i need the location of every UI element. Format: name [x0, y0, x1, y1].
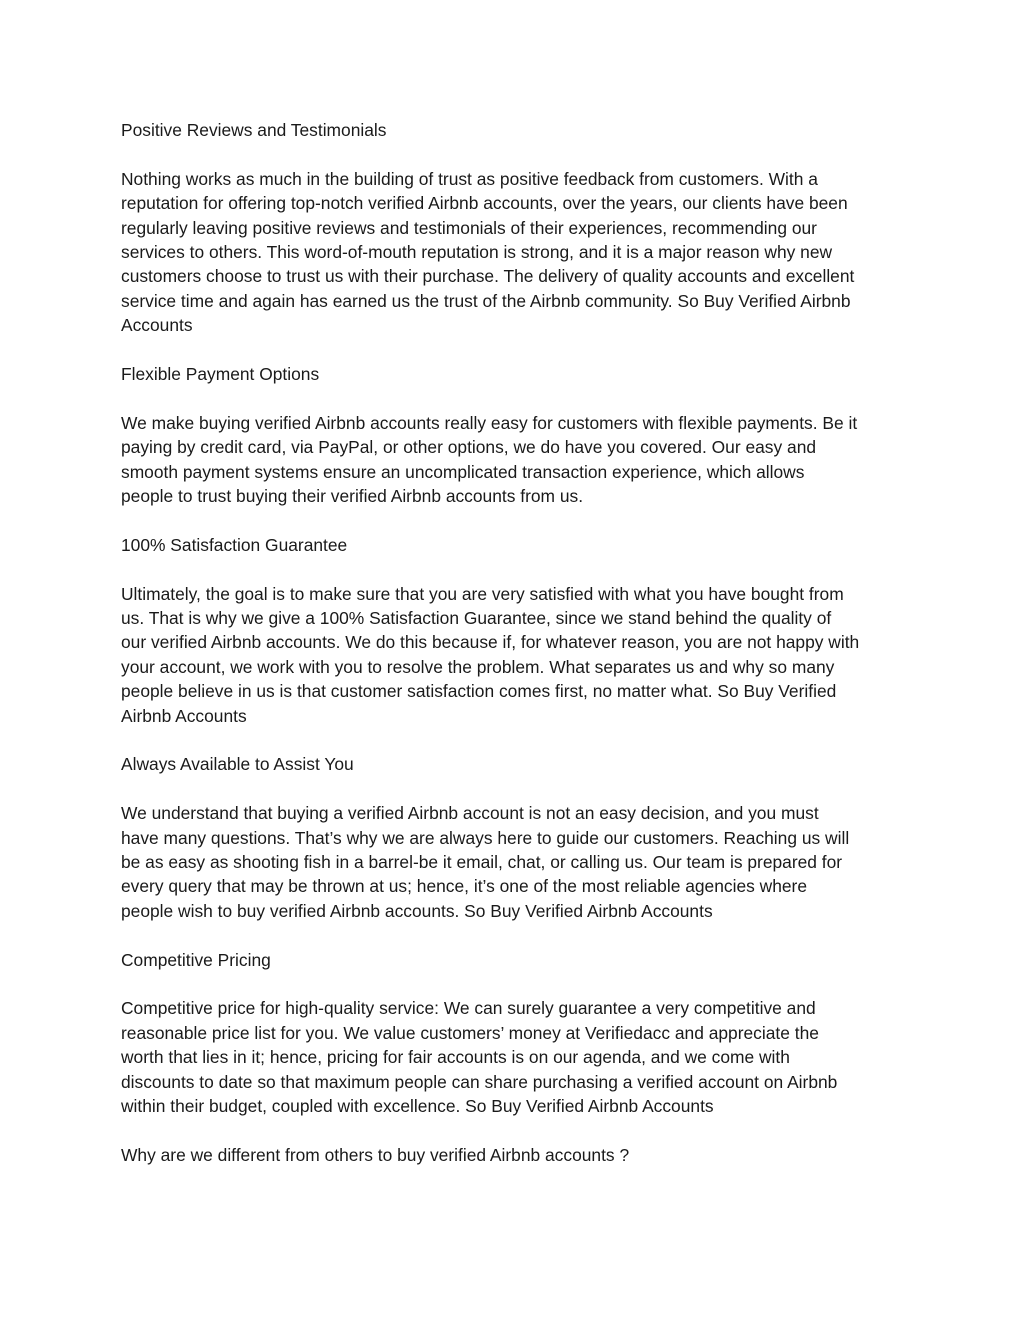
paragraph-line: reputation for offering top-notch verified Airbnb accounts, over the years, our clients have been — [121, 193, 848, 214]
paragraph-line: Airbnb Accounts — [121, 705, 247, 726]
paragraph-line: We make buying verified Airbnb accounts really easy for customers with flexible payments. Be it — [121, 412, 858, 433]
paragraph-line: Competitive price for high-quality service: We can surely guarantee a very competitive and — [121, 998, 816, 1019]
paragraph-line: customers choose to trust us with their purchase. The delivery of quality accounts and excellent — [121, 266, 855, 287]
paragraph-line: within their budget, coupled with excellence. So Buy Verified Airbnb Accounts — [121, 1096, 714, 1117]
paragraph-line: service time and again has earned us the trust of the Airbnb community. So Buy Verified Airbnb — [121, 290, 851, 311]
paragraph-line: your account, we work with you to resolve the problem. What separates us and why so many — [121, 656, 835, 677]
paragraph-line: Accounts — [121, 315, 193, 336]
section-heading: Always Available to Assist You — [121, 754, 354, 775]
paragraph-line: worth that lies in it; hence, pricing for fair accounts is on our agenda, and we come with — [121, 1047, 790, 1068]
paragraph-line: be as easy as shooting fish in a barrel-be it email, chat, or calling us. Our team is prepared for — [121, 852, 843, 873]
paragraph-line: discounts to date so that maximum people can share purchasing a verified account on Airbnb — [121, 1071, 838, 1092]
paragraph-line: Nothing works as much in the building of trust as positive feedback from customers. With a — [121, 168, 818, 189]
paragraph-line: Ultimately, the goal is to make sure that you are very satisfied with what you have bought from — [121, 583, 844, 604]
paragraph-line: us. That is why we give a 100% Satisfaction Guarantee, since we stand behind the quality of — [121, 608, 832, 629]
paragraph-line: people wish to buy verified Airbnb accounts. So Buy Verified Airbnb Accounts — [121, 900, 713, 921]
paragraph-line: smooth payment systems ensure an uncomplicated transaction experience, which allows — [121, 461, 805, 482]
paragraph-line: people believe in us is that customer satisfaction comes first, no matter what. So Buy Verified — [121, 681, 837, 702]
section-paragraph — [121, 411, 911, 509]
section-paragraph — [121, 801, 911, 923]
paragraph-line: every query that may be thrown at us; hence, it’s one of the most reliable agencies where — [121, 876, 808, 897]
section-paragraph — [121, 582, 911, 728]
section-heading: Positive Reviews and Testimonials — [121, 120, 387, 140]
section-heading: Flexible Payment Options — [121, 364, 320, 385]
paragraph-line: reasonable price list for you. We value customers’ money at Verifiedacc and appreciate the — [121, 1022, 819, 1043]
section-heading: Competitive Pricing — [121, 949, 271, 970]
paragraph-line: paying by credit card, via PayPal, or other options, we do have you covered. Our easy and — [121, 437, 817, 458]
document-page — [121, 118, 911, 1192]
section-paragraph — [121, 996, 911, 1118]
paragraph-line: We understand that buying a verified Airbnb account is not an easy decision, and you must — [121, 803, 819, 824]
section-heading: 100% Satisfaction Guarantee — [121, 534, 348, 555]
paragraph-line: regularly leaving positive reviews and testimonials of their experiences, recommending our — [121, 217, 817, 238]
paragraph-line: our verified Airbnb accounts. We do this because if, for whatever reason, you are not happy with — [121, 632, 860, 653]
section-paragraph — [121, 167, 911, 338]
paragraph-line: have many questions. That’s why we are always here to guide our customers. Reaching us will — [121, 827, 850, 848]
paragraph-line: services to others. This word-of-mouth reputation is strong, and it is a major reason why new — [121, 242, 833, 263]
closing-heading: Why are we different from others to buy verified Airbnb accounts ? — [121, 1144, 630, 1165]
paragraph-line: people to trust buying their verified Airbnb accounts from us. — [121, 486, 584, 507]
